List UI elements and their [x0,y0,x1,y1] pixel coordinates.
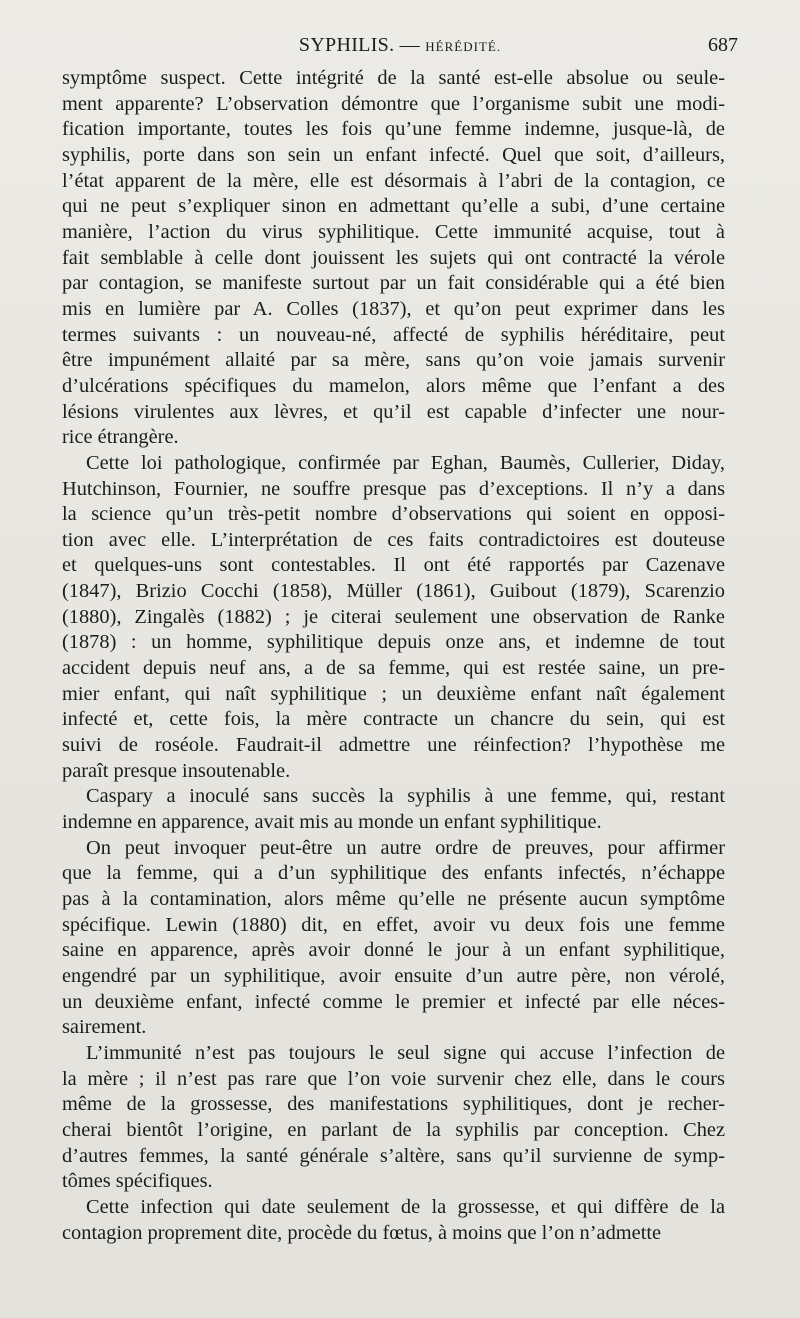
text-line: un deuxième enfant, infecté comme le premier et infecté par elle néces- [62,990,725,1013]
paragraph [62,836,725,1041]
text-line: ment apparente? L’observation démontre que l’organisme subit une modi- [62,92,725,115]
text-line: Hutchinson, Fournier, ne souffre presque pas d’exceptions. Il n’y a dans [62,477,725,500]
text-line: termes suivants : un nouveau-né, affecté de syphilis héréditaire, peut [62,323,725,346]
text-line: engendré par un syphilitique, avoir ensuite d’un autre père, non vérolé, [62,964,725,987]
text-line: être impunément allaité par sa mère, sans qu’on voie jamais survenir [62,349,725,372]
text-line: Cette loi pathologique, confirmée par Eghan, Baumès, Cullerier, Diday, [86,451,725,474]
paragraph [62,1041,725,1195]
text-line: (1847), Brizio Cocchi (1858), Müller (1861), Guibout (1879), Scarenzio [62,580,725,603]
text-line: syphilis, porte dans son sein un enfant infecté. Quel que soit, d’ailleurs, [62,143,725,166]
text-line: Caspary a inoculé sans succès la syphilis à une femme, qui, restant [86,785,725,808]
text-line: symptôme suspect. Cette intégrité de la santé est-elle absolue ou seule- [62,67,725,89]
text-line: par contagion, se manifeste surtout par un fait considérable qui a été bien [62,272,725,295]
paragraph [62,784,725,835]
paragraph [62,451,725,785]
text-line: fait semblable à celle dont jouissent les sujets qui ont contracté la vérole [62,246,725,269]
text-line: spécifique. Lewin (1880) dit, en effet, avoir vu deux fois une femme [62,913,725,936]
text-line: tômes spécifiques. [62,1170,213,1193]
text-line: et quelques-uns sont contestables. Il ont été rapportés par Cazenave [62,554,725,577]
text-line: mier enfant, qui naît syphilitique ; un deuxième enfant naît également [62,682,725,705]
text-line: Cette infection qui date seulement de la grossesse, et qui diffère de la [86,1195,725,1218]
text-line: contagion proprement dite, procède du fœtus, à moins que l’on n’admette [62,1221,662,1244]
text-line: saine en apparence, après avoir donné le jour à un enfant syphilitique, [62,939,725,962]
text-line: infecté et, cette fois, la mère contracte un chancre du sein, qui est [62,708,725,731]
text-line: que la femme, qui a d’un syphilitique des enfants infectés, n’échappe [62,862,725,885]
text-line: fication importante, toutes les fois qu’une femme indemne, jusque-là, de [62,118,725,141]
text-line: rice étrangère. [62,426,179,449]
running-title [62,34,738,57]
text-line: accident depuis neuf ans, a de sa femme, qui est restée saine, un pre- [62,657,725,680]
text-line: sairement. [62,1016,147,1039]
text-line: la mère ; il n’est pas rare que l’on voie survenir chez elle, dans le cours [62,1067,725,1090]
body-text [62,66,725,1246]
text-line: même de la grossesse, des manifestations syphilitiques, dont je recher- [62,1093,725,1116]
text-line: (1880), Zingalès (1882) ; je citerai seulement une observation de Ranke [62,605,725,628]
page-header [62,34,738,60]
text-line: tion avec elle. L’interprétation de ces faits contradictoires est douteuse [62,528,725,551]
running-title-main: SYPHILIS. — [298,34,420,56]
text-line: paraît presque insoutenable. [62,759,291,782]
text-line: suivi de roséole. Faudrait-il admettre une réinfection? l’hypothèse me [62,734,725,757]
text-line: lésions virulentes aux lèvres, et qu’il est capable d’infecter une nour- [62,400,725,423]
text-line: d’ulcérations spécifiques du mamelon, alors même que l’enfant a des [62,374,725,397]
text-line: manière, l’action du virus syphilitique. Cette immunité acquise, tout à [62,220,725,243]
text-line: cherai bientôt l’origine, en parlant de la syphilis par conception. Chez [62,1118,725,1141]
text-line: mis en lumière par A. Colles (1837), et qu’on peut exprimer dans les [62,297,725,320]
text-line: qui ne peut s’expliquer sinon en admettant qu’elle a subi, d’une certaine [62,195,725,218]
paragraph [62,66,725,451]
text-line: (1878) : un homme, syphilitique depuis onze ans, et indemne de tout [62,631,725,654]
text-line: la science qu’un très-petit nombre d’observations qui soient en opposi- [62,503,725,526]
text-line: indemne en apparence, avait mis au monde un enfant syphilitique. [62,811,602,834]
text-line: d’autres femmes, la santé générale s’altère, sans qu’il survienne de symp- [62,1144,725,1167]
running-title-sub: HÉRÉDITÉ. [425,39,502,54]
text-line: On peut invoquer peut-être un autre ordre de preuves, pour affirmer [86,836,725,859]
text-line: pas à la contamination, alors même qu’elle ne présente aucun symptôme [62,888,725,910]
text-line: L’immunité n’est pas toujours le seul signe qui accuse l’infection de [86,1041,725,1064]
text-line: l’état apparent de la mère, elle est désormais à l’abri de la contagion, ce [62,169,725,192]
page-number: 687 [708,34,738,56]
paragraph [62,1195,725,1246]
